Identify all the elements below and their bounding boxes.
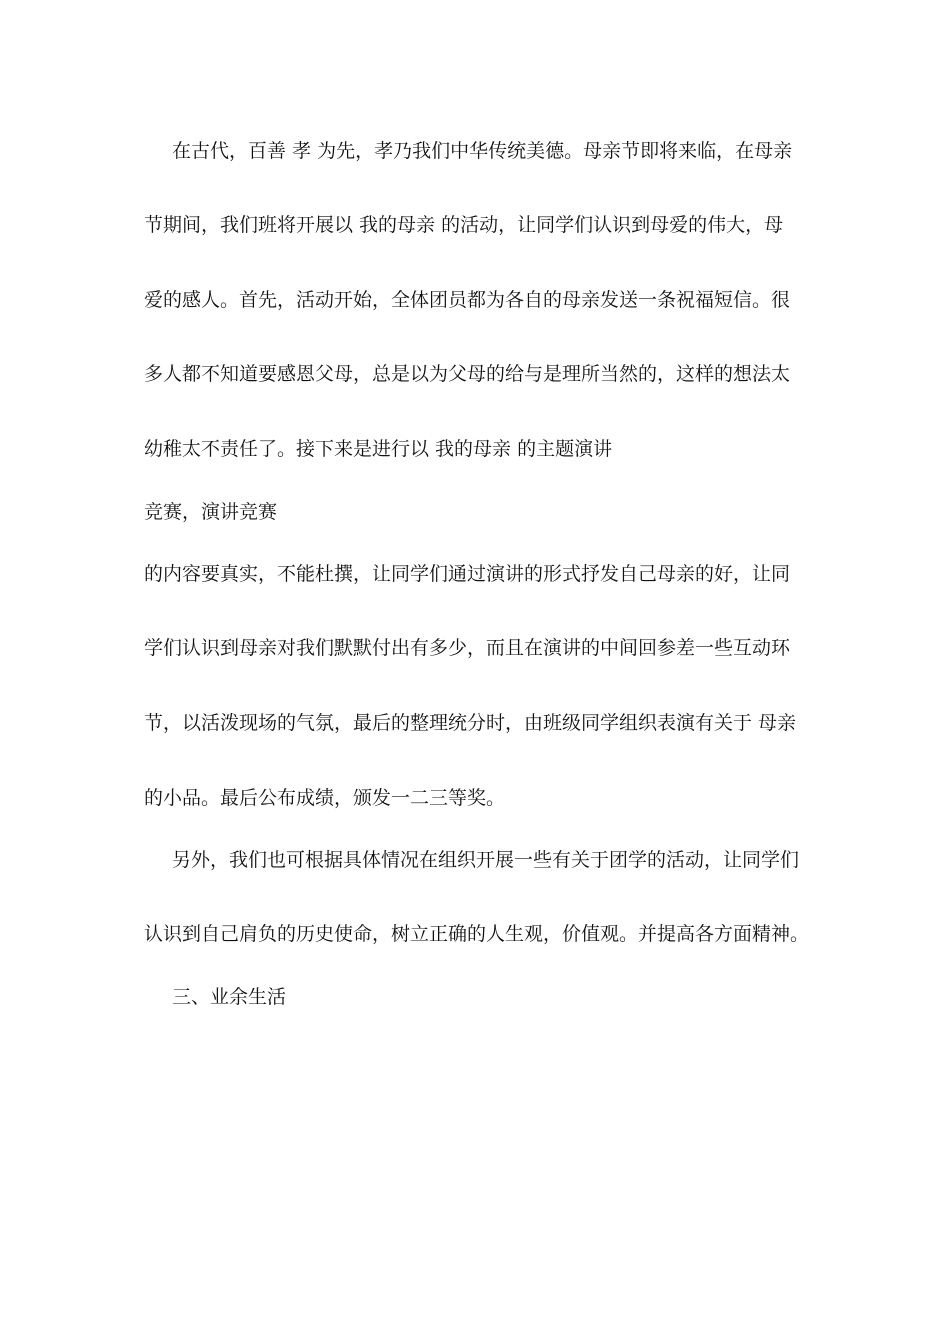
paragraph-1-line-8: 学们认识到母亲对我们默默付出有多少，而且在演讲的中间回参差一些互动环 [144, 637, 791, 659]
section-heading: 三、业余生活 [172, 986, 287, 1008]
paragraph-1-line-5: 幼稚太不责任了。接下来是进行以 我的母亲 的主题演讲 [144, 438, 613, 460]
paragraph-1-line-10: 的小品。最后公布成绩，颁发一二三等奖。 [144, 787, 506, 809]
paragraph-1-line-6: 竞赛，演讲竞赛 [144, 501, 278, 523]
paragraph-1-line-3: 爱的感人。首先，活动开始，全体团员都为各自的母亲发送一条祝福短信。很 [144, 289, 791, 311]
paragraph-1-line-7: 的内容要真实，不能杜撰，让同学们通过演讲的形式抒发自己母亲的好，让同 [144, 563, 791, 585]
paragraph-2-line-2: 认识到自己肩负的历史使命，树立正确的人生观，价值观。并提高各方面精神。 [144, 923, 810, 945]
paragraph-1-line-9: 节，以活泼现场的气氛，最后的整理统分时，由班级同学组织表演有关于 母亲 [144, 712, 797, 734]
paragraph-1-line-4: 多人都不知道要感恩父母，总是以为父母的给与是理所当然的，这样的想法太 [144, 363, 791, 385]
paragraph-2-line-1: 另外，我们也可根据具体情况在组织开展一些有关于团学的活动，让同学们 [172, 849, 800, 871]
paragraph-1-line-1: 在古代，百善 孝 为先，孝乃我们中华传统美德。母亲节即将来临，在母亲 [172, 140, 793, 162]
paragraph-1-line-2: 节期间，我们班将开展以 我的母亲 的活动，让同学们认识到母爱的伟大，母 [144, 214, 784, 236]
